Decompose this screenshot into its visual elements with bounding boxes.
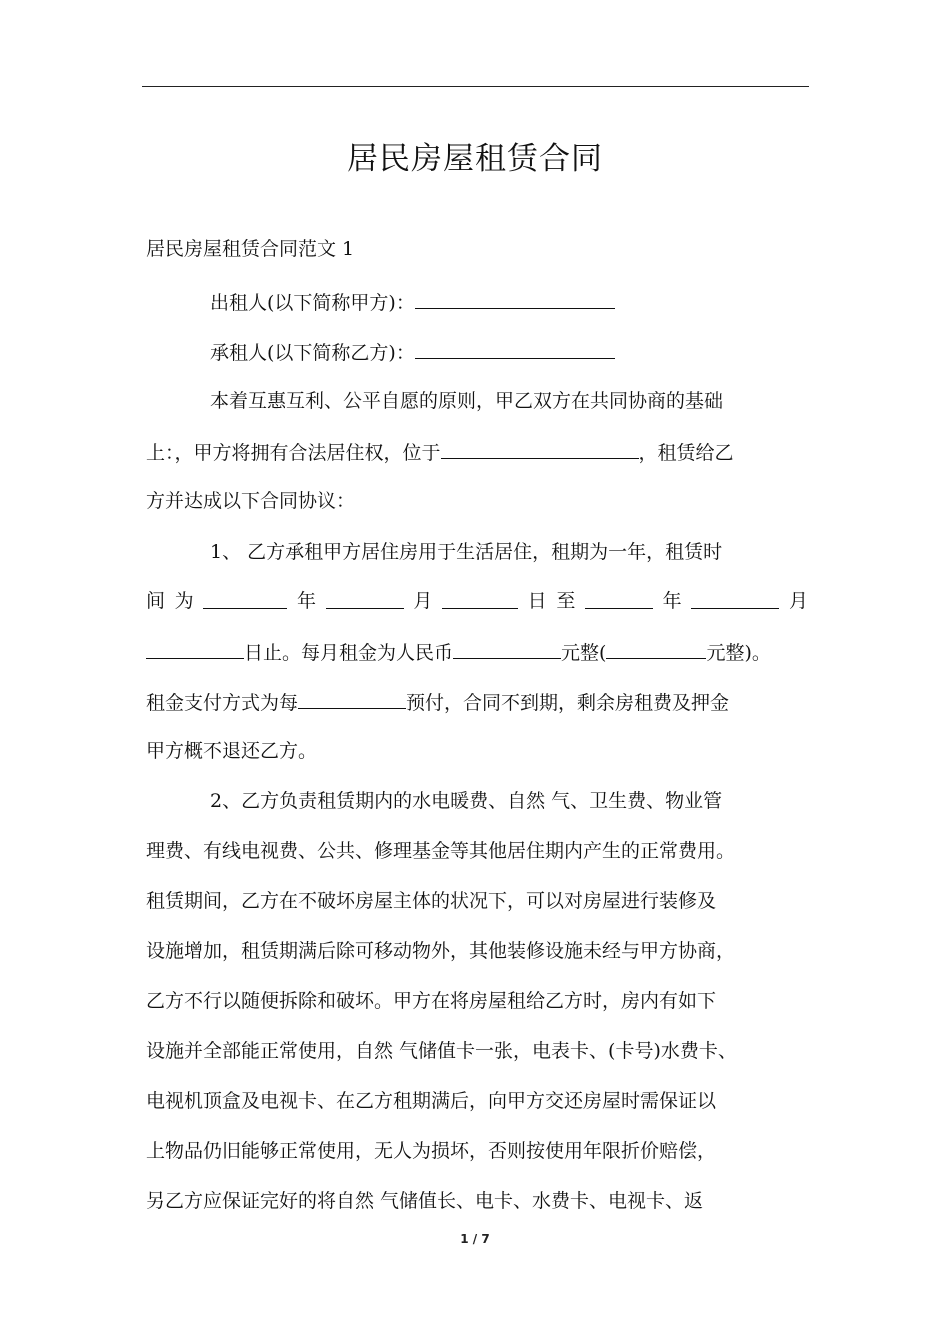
end-month-blank — [691, 586, 779, 609]
lessee-blank — [415, 336, 615, 359]
p1l2-word: 为 — [174, 590, 194, 612]
para1-line3 — [146, 636, 771, 666]
start-day-blank — [442, 586, 518, 609]
start-month-blank — [326, 586, 404, 609]
para2-line9: 另乙方应保证完好的将自然 气储值长、电卡、水费卡、电视卡、返 — [146, 1190, 704, 1212]
rent-uppercase-blank — [606, 636, 706, 659]
para1-line4 — [146, 686, 729, 716]
para1-line2 — [146, 586, 808, 616]
p1l2-word: 年 — [297, 590, 317, 612]
para2-line1: 2、乙方负责租赁期内的水电暖费、自然 气、卫生费、物业管 — [210, 790, 723, 812]
para1-line5: 甲方概不退还乙方。 — [146, 740, 318, 762]
para0-line2-b: ，租赁给乙 — [638, 442, 734, 464]
para2-line4: 设施增加，租赁期满后除可移动物外，其他装修设施未经与甲方协商， — [146, 940, 736, 962]
end-year-blank — [585, 586, 653, 609]
para1-line1: 1、 乙方承租甲方居住房用于生活居住，租期为一年，租赁时 — [210, 541, 723, 563]
para0-line2-a: 上：，甲方将拥有合法居住权，位于 — [146, 442, 441, 464]
para2-line6: 设施并全部能正常使用，自然 气储值卡一张，电表卡、(卡号)水费卡、 — [146, 1040, 737, 1062]
lessor-blank — [415, 286, 615, 309]
para2-line8: 上物品仍旧能够正常使用，无人为损坏，否则按使用年限折价赔偿， — [146, 1140, 717, 1162]
p1l4-a: 租金支付方式为每 — [146, 692, 299, 714]
para0-line1: 本着互惠互利、公平自愿的原则，甲乙双方在共同协商的基础 — [210, 390, 724, 412]
p1l3-a: 日止。每月租金为人民币 — [244, 642, 454, 664]
p1l2-word: 月 — [413, 590, 433, 612]
p1l2-word: 至 — [556, 590, 576, 612]
start-year-blank — [203, 586, 287, 609]
p1l2-word: 年 — [662, 590, 682, 612]
lessee-line — [210, 336, 615, 366]
document-title: 居民房屋租赁合同 — [347, 141, 603, 177]
rent-amount-blank — [453, 636, 561, 659]
lessee-label: 承租人(以下简称乙方)： — [210, 342, 415, 364]
p1l4-b: 预付，合同不到期，剩余房租费及押金 — [406, 692, 730, 714]
lessor-label: 出租人(以下简称甲方)： — [210, 292, 415, 314]
p1l2-word: 间 — [146, 590, 166, 612]
para0-line2 — [146, 436, 734, 466]
para2-line7: 电视机顶盒及电视卡、在乙方租期满后，向甲方交还房屋时需保证以 — [146, 1090, 717, 1112]
para2-line2: 理费、有线电视费、公共、修理基金等其他居住期内产生的正常费用。 — [146, 840, 736, 862]
header-rule — [142, 86, 809, 87]
para2-line3: 租赁期间，乙方在不破坏房屋主体的状况下，可以对房屋进行装修及 — [146, 890, 717, 912]
lessor-line — [210, 286, 615, 316]
para2-line5: 乙方不行以随便拆除和破坏。甲方在将房屋租给乙方时，房内有如下 — [146, 990, 717, 1012]
p1l3-c: 元整)。 — [706, 642, 771, 664]
p1l3-b: 元整( — [561, 642, 607, 664]
document-subtitle: 居民房屋租赁合同范文 1 — [146, 238, 355, 260]
end-day-blank — [146, 636, 244, 659]
p1l2-word: 月 — [788, 590, 808, 612]
p1l2-word: 日 — [527, 590, 547, 612]
page-number: 1 / 7 — [460, 1232, 490, 1246]
location-blank — [441, 436, 639, 459]
para0-line3: 方并达成以下合同协议： — [146, 490, 356, 512]
payment-period-blank — [298, 686, 406, 709]
